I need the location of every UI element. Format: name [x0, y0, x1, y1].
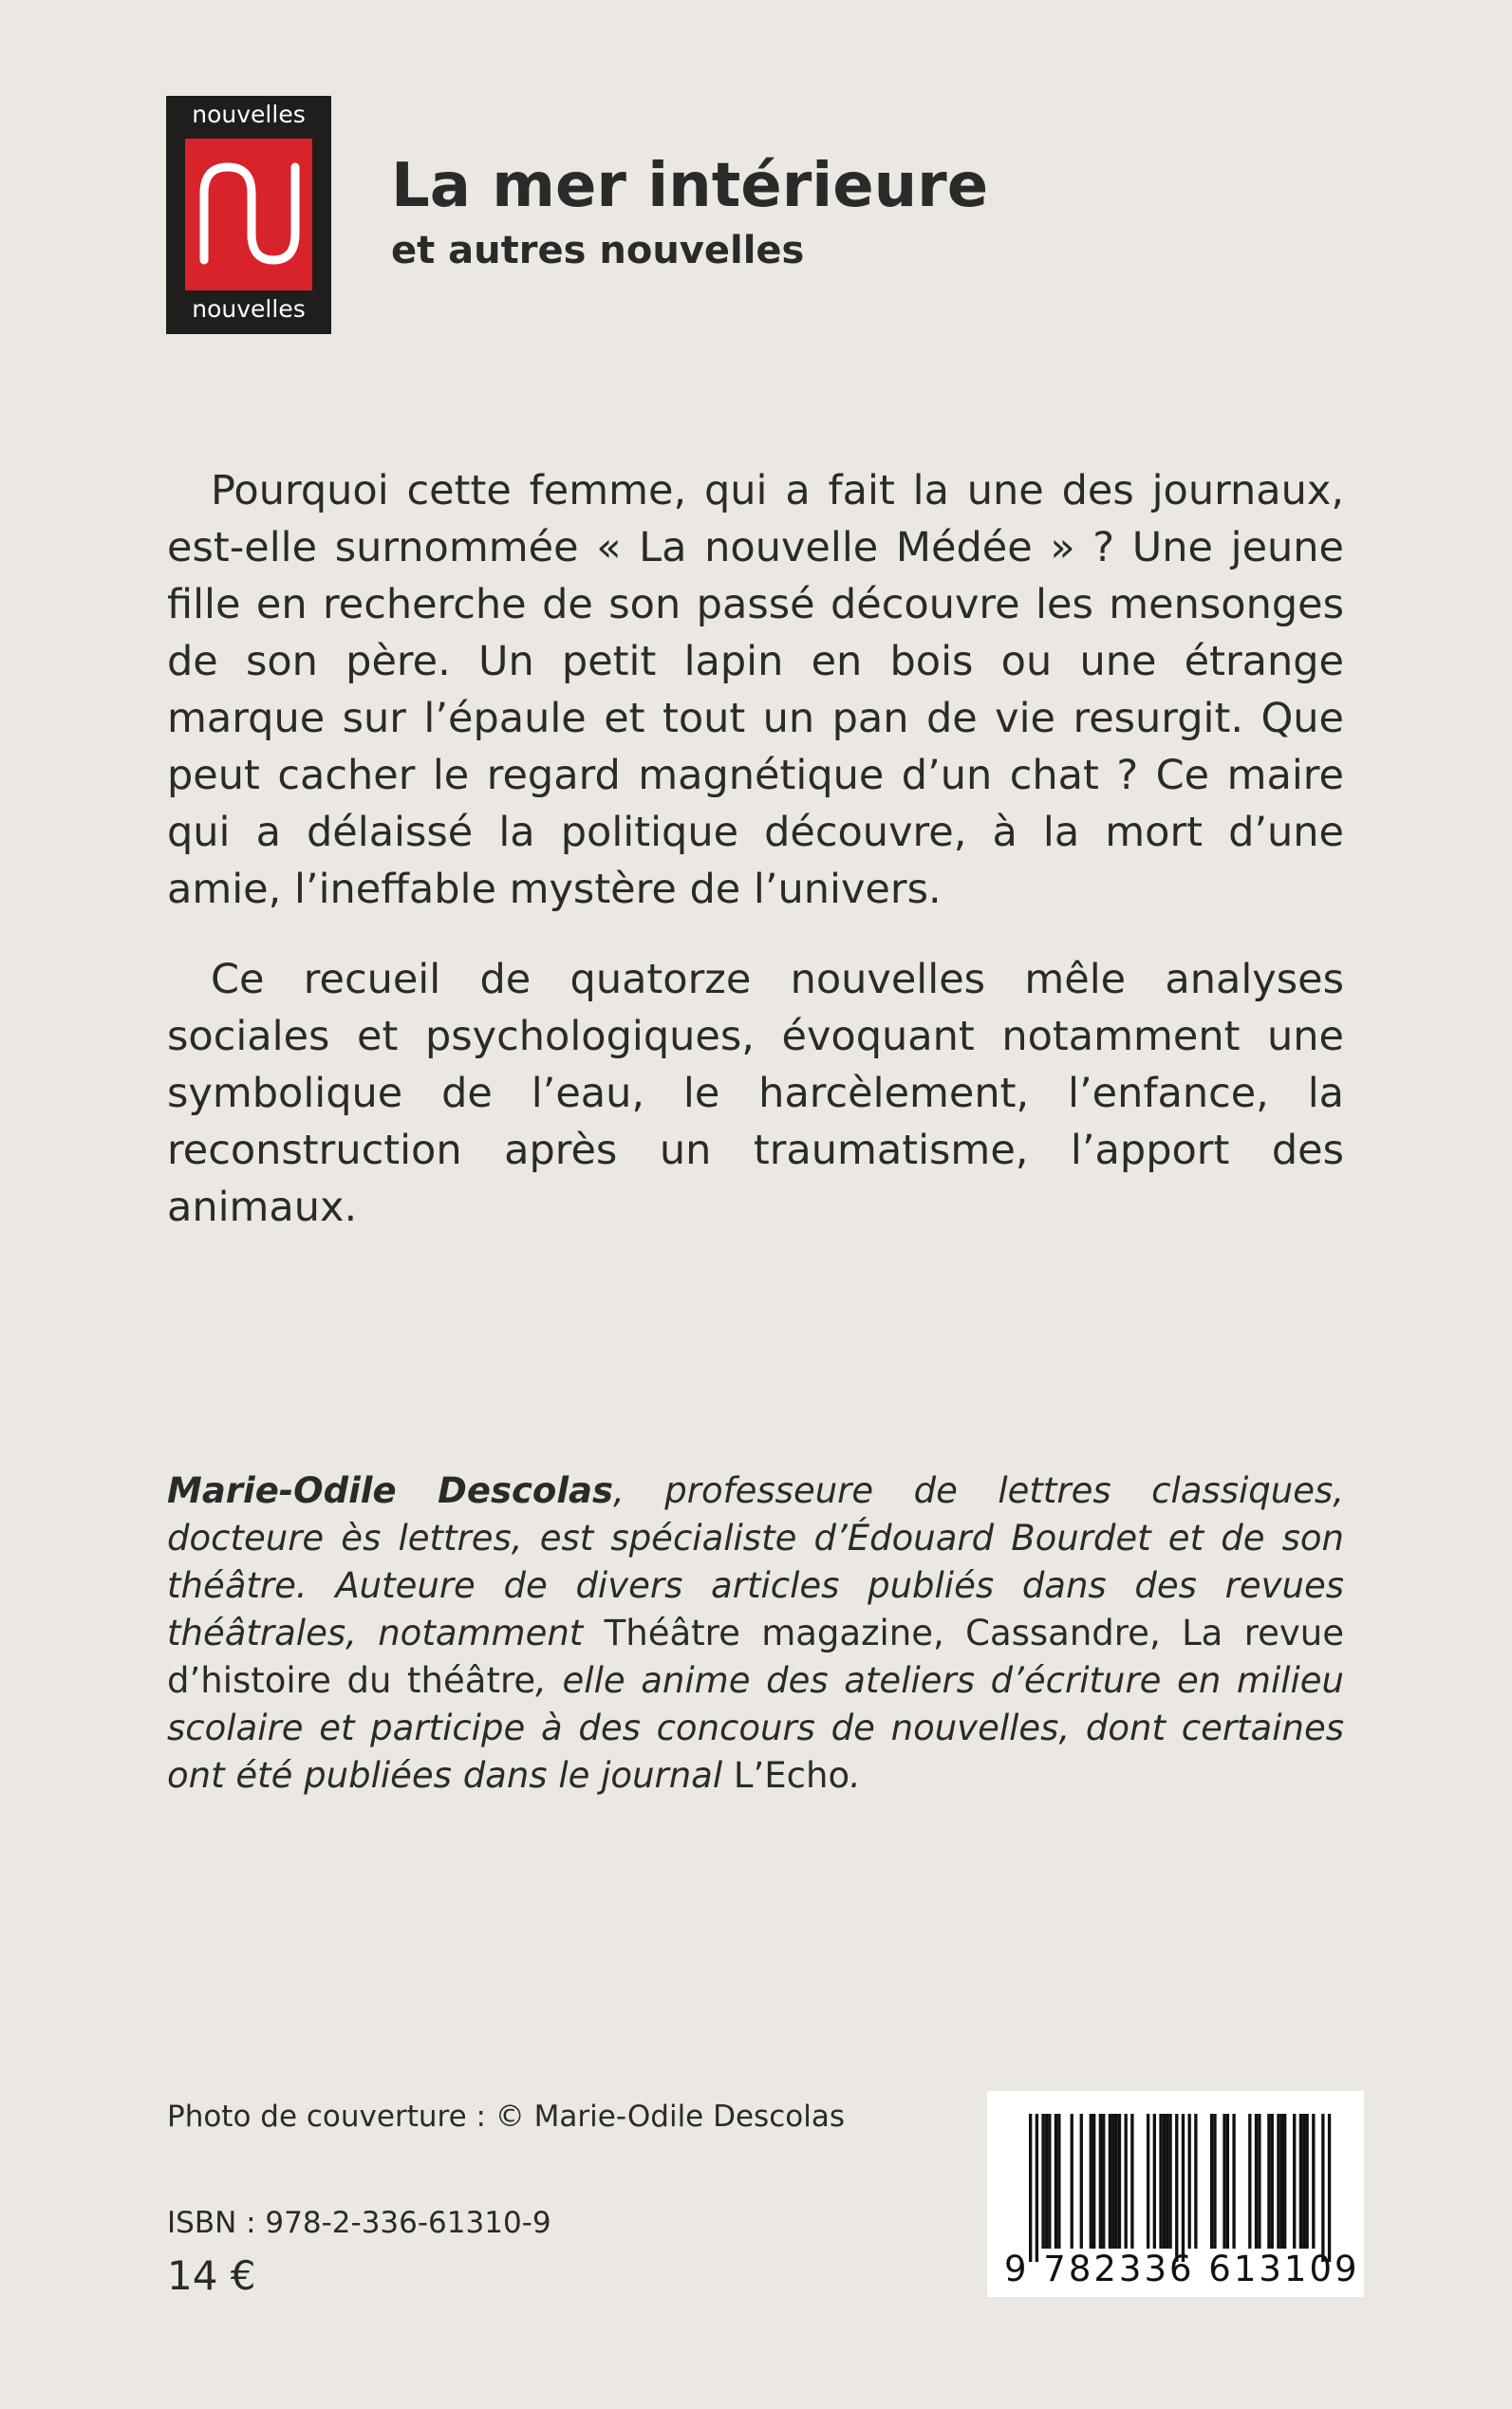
barcode-bar [1071, 2114, 1073, 2249]
bio-newspaper: L’Echo [733, 1755, 850, 1796]
barcode-bar [1213, 2114, 1216, 2249]
bio-text-1: , professeure de lettres classiques, docteure ès lettres, est spécialiste d’Édouard Bourdet et de son théâtre. Auteure de divers articles publiés dans des revues théâtrales, notamment [167, 1470, 1344, 1653]
barcode-bar [1258, 2114, 1260, 2249]
barcode-bar [1248, 2114, 1251, 2249]
nu-monogram-icon [185, 139, 312, 290]
logo-bottom-label: nouvelles [192, 295, 306, 323]
barcode-bar [1125, 2114, 1128, 2249]
barcode-bar [1099, 2114, 1102, 2249]
price: 14 € [167, 2252, 256, 2299]
barcode-bar [1226, 2114, 1229, 2249]
barcode-bar [1210, 2114, 1213, 2249]
barcode-bar [1283, 2114, 1286, 2249]
barcode-bar [1223, 2114, 1225, 2249]
barcode-bar [1321, 2114, 1324, 2262]
author-bio [167, 1467, 1344, 1800]
bio-text-2: , elle anime des ateliers d’écriture en milieu scolaire et participe à des concours de nouvelles, dont certaines ont été publiées dans le journal [167, 1660, 1344, 1796]
barcode-bar [1153, 2114, 1156, 2249]
barcode-bar [1232, 2114, 1235, 2249]
barcode-bar [1312, 2114, 1315, 2249]
synopsis [167, 462, 1344, 1236]
barcode-bar [1109, 2114, 1111, 2249]
photo-credit: Photo de couverture : © Marie-Odile Descolas [167, 2100, 845, 2134]
barcode-bar [1299, 2114, 1302, 2249]
barcode-bar [1080, 2114, 1083, 2249]
logo-top-label: nouvelles [192, 101, 306, 128]
barcode-bar [1159, 2114, 1162, 2249]
ean13-barcode-icon [987, 2091, 1364, 2297]
barcode-bar [1168, 2114, 1171, 2249]
barcode-bar [1092, 2114, 1095, 2249]
barcode-bar [1277, 2114, 1279, 2249]
book-subtitle: et autres nouvelles [391, 229, 805, 272]
barcode-bar [1048, 2114, 1051, 2249]
barcode-bar [1163, 2114, 1166, 2249]
barcode-bar [1175, 2114, 1178, 2262]
barcode-bar [1130, 2114, 1133, 2249]
barcode-bar [1255, 2114, 1258, 2249]
barcode-bar [1111, 2114, 1114, 2249]
barcode-bar [1267, 2114, 1270, 2249]
barcode-bar [1194, 2114, 1197, 2249]
bio-text-3: . [849, 1755, 861, 1796]
barcode-digits: 9 782336 613109 [1004, 2249, 1360, 2289]
synopsis-paragraph-2: Ce recueil de quatorze nouvelles mêle analyses sociales et psychologiques, évoquant notamment une symbolique de l’eau, le harcèlement, l’enfance, la reconstruction après un traumatisme, l’apport des animaux. [167, 956, 1344, 1231]
barcode-bar [1114, 2114, 1117, 2249]
barcode-bar [1118, 2114, 1121, 2249]
barcode-bar [1328, 2114, 1331, 2262]
barcode-bar [1045, 2114, 1048, 2249]
bio-publications: Théâtre magazine, Cassandre, La revue d’histoire du théâtre [167, 1613, 1344, 1701]
barcode-bar [1041, 2114, 1044, 2249]
barcode-bar [1280, 2114, 1283, 2249]
barcode-bar [1090, 2114, 1092, 2249]
barcode-bar [1057, 2114, 1060, 2249]
barcode-bar [1182, 2114, 1185, 2262]
author-name: Marie-Odile Descolas [167, 1470, 614, 1511]
barcode-bar [1102, 2114, 1105, 2249]
barcode-bar [1293, 2114, 1296, 2249]
barcode-bar [1036, 2114, 1038, 2262]
barcode-bar [1271, 2114, 1274, 2249]
barcode-bar [1055, 2114, 1057, 2249]
publisher-logo [166, 96, 331, 334]
barcode-bar [1188, 2114, 1191, 2249]
barcode-bar [1305, 2114, 1308, 2249]
isbn: ISBN : 978-2-336-61310-9 [167, 2206, 551, 2240]
barcode-bar [1029, 2114, 1032, 2262]
barcode-bar [1166, 2114, 1168, 2249]
barcode-bar [1302, 2114, 1305, 2249]
synopsis-paragraph-1: Pourquoi cette femme, qui a fait la une des journaux, est-elle surnommée « La nouvelle Médée » ? Une jeune fille en recherche de son passé découvre les mensonges de son père. Un petit lapin en bois ou une étrange marque sur l’épaule et tout un pan de vie resurgit. Que peut cacher le regard magnétique d’un chat ? Ce maire qui a délaissé la politique découvre, à la mort d’une amie, l’ineffable mystère de l’univers. [167, 467, 1344, 913]
book-title: La mer intérieure [391, 151, 989, 221]
barcode-bar [1147, 2114, 1149, 2249]
